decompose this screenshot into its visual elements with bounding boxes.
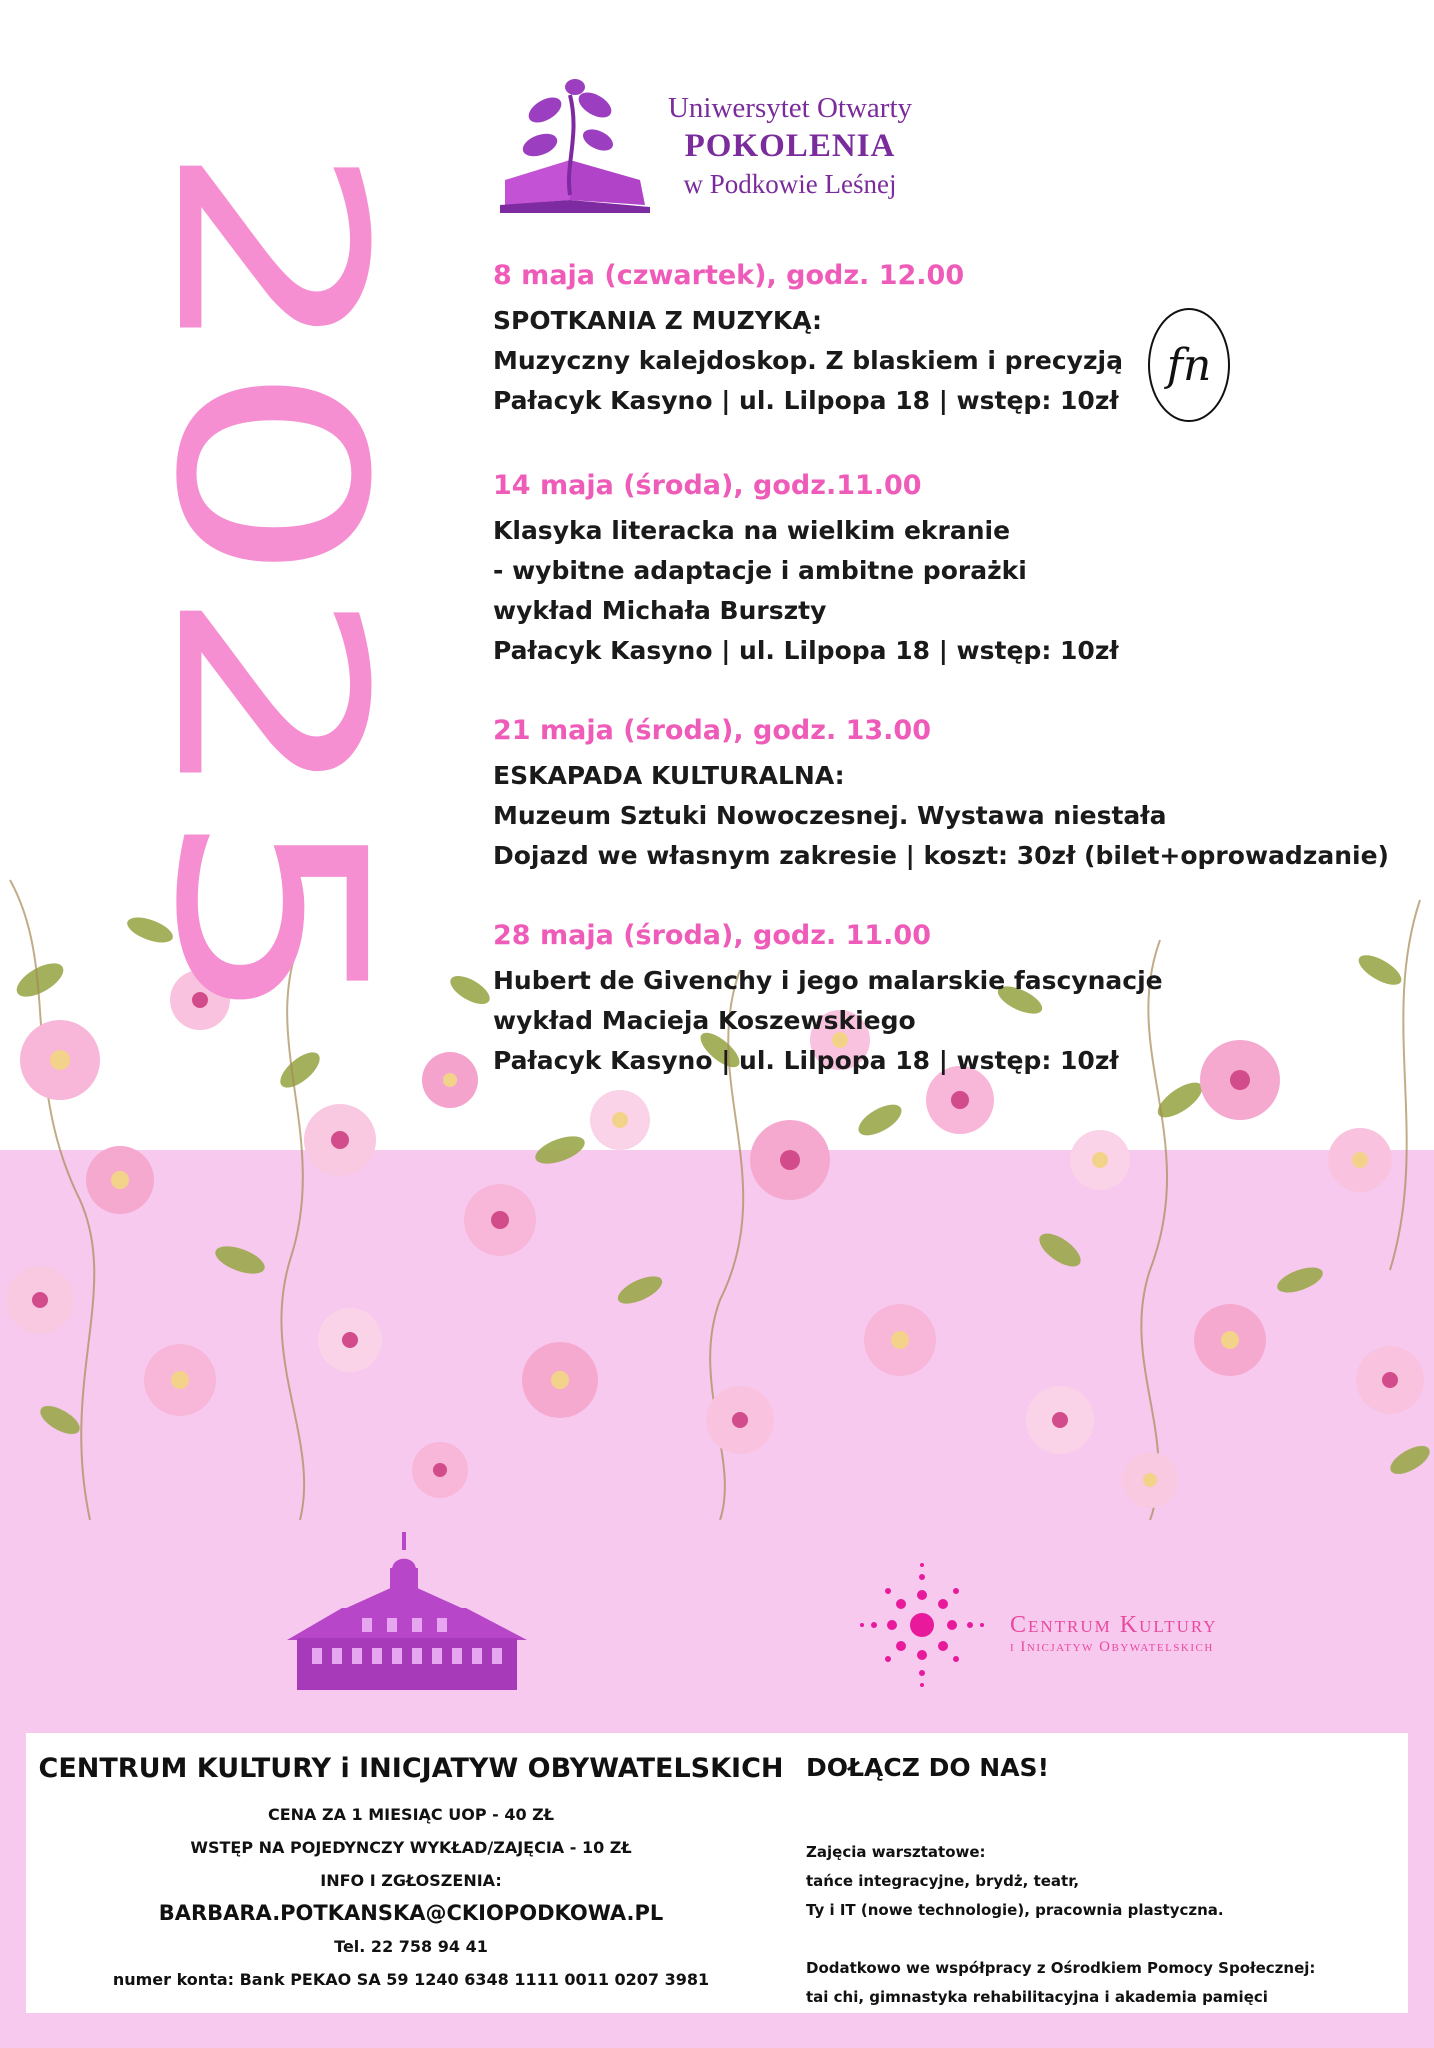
bank-account: numer konta: Bank PEKAO SA 59 1240 6348 1111 0011 0207 3981 <box>112 1970 710 1989</box>
svg-text:2025: 2025 <box>119 140 419 797</box>
palace-illustration <box>282 1530 532 1692</box>
event-line: wykład Michała Burszty <box>493 596 827 625</box>
ck-logo-line-1: Centrum Kultury <box>1010 1612 1218 1638</box>
event-line: SPOTKANIA Z MUZYKĄ: <box>493 306 823 335</box>
year-vertical-title <box>119 140 419 1030</box>
event-date: 14 maja (środa), godz.11.00 <box>493 470 922 501</box>
event-line: wykład Macieja Koszewskiego <box>493 1006 916 1035</box>
footer-right-title: DOŁĄCZ DO NAS! <box>806 1753 1049 1782</box>
ck-logo-line-2: i Inicjatyw Obywatelskich <box>1010 1639 1214 1655</box>
footer-right-column <box>806 1733 1396 2012</box>
info-label: INFO I ZGŁOSZENIA: <box>320 1871 502 1890</box>
price-single: WSTĘP NA POJEDYNCZY WYKŁAD/ZAJĘCIA - 10 ZŁ <box>190 1838 632 1857</box>
event-line: Muzyczny kalejdoskop. Z blaskiem i precyzją <box>493 346 1123 375</box>
event-line: Klasyka literacka na wielkim ekranie <box>493 516 1011 545</box>
logo-line-3: w Podkowie Leśnej <box>683 168 897 199</box>
event-date: 21 maja (środa), godz. 13.00 <box>493 715 931 746</box>
workshops-label: Zajęcia warsztatowe: <box>806 1843 986 1861</box>
event-3 <box>493 715 1389 876</box>
footer-left-title: CENTRUM KULTURY i INICJATYW OBYWATELSKICH <box>38 1753 784 1784</box>
event-line: Muzeum Sztuki Nowoczesnej. Wystawa niestała <box>493 801 1167 830</box>
event-date: 8 maja (czwartek), godz. 12.00 <box>493 260 965 291</box>
price-month: CENA ZA 1 MIESIĄC UOP - 40 ZŁ <box>267 1805 555 1824</box>
event-line: ESKAPADA KULTURALNA: <box>493 761 845 790</box>
centrum-kultury-logo-text <box>1010 1612 1218 1656</box>
event-line: Dojazd we własnym zakresie | koszt: 30zł (bilet+oprowadzanie) <box>493 841 1389 870</box>
extra-label: Dodatkowo we współpracy z Ośrodkiem Pomocy Społecznej: <box>806 1959 1316 1977</box>
spacer <box>806 1925 1396 1954</box>
event-line: Pałacyk Kasyno | ul. Lilpopa 18 | wstęp: 10zł <box>493 1046 1119 1075</box>
footer-left-column <box>26 1733 796 1996</box>
event-line: Pałacyk Kasyno | ul. Lilpopa 18 | wstęp: 10zł <box>493 636 1119 665</box>
event-4 <box>493 920 1373 1081</box>
event-2 <box>493 470 1373 671</box>
event-line: Pałacyk Kasyno | ul. Lilpopa 18 | wstęp: 10zł <box>493 386 1119 415</box>
logo-line-2: POKOLENIA <box>684 128 896 165</box>
extra-list: tai chi, gimnastyka rehabilitacyjna i akademia pamięci <box>806 1988 1268 2006</box>
uniwersytet-logo-text <box>640 90 940 201</box>
footer-info-box <box>26 1733 1408 2013</box>
workshops-list-1: tańce integracyjne, brydż, teatr, <box>806 1872 1080 1890</box>
event-date: 28 maja (środa), godz. 11.00 <box>493 920 931 951</box>
logo-line-1: Uniwersytet Otwarty <box>667 92 913 124</box>
event-1 <box>493 260 1373 421</box>
workshops-list-2: Ty i IT (nowe technologie), pracownia plastyczna. <box>806 1901 1224 1919</box>
event-line: Hubert de Givenchy i jego malarskie fascynacje <box>493 966 1163 995</box>
phone-number: Tel. 22 758 94 41 <box>334 1937 488 1956</box>
email-link[interactable]: BARBARA.POTKANSKA@CKIOPODKOWA.PL <box>158 1901 664 1925</box>
event-line: - wybitne adaptacje i ambitne porażki <box>493 556 1027 585</box>
svg-text:fn: fn <box>1166 340 1212 391</box>
